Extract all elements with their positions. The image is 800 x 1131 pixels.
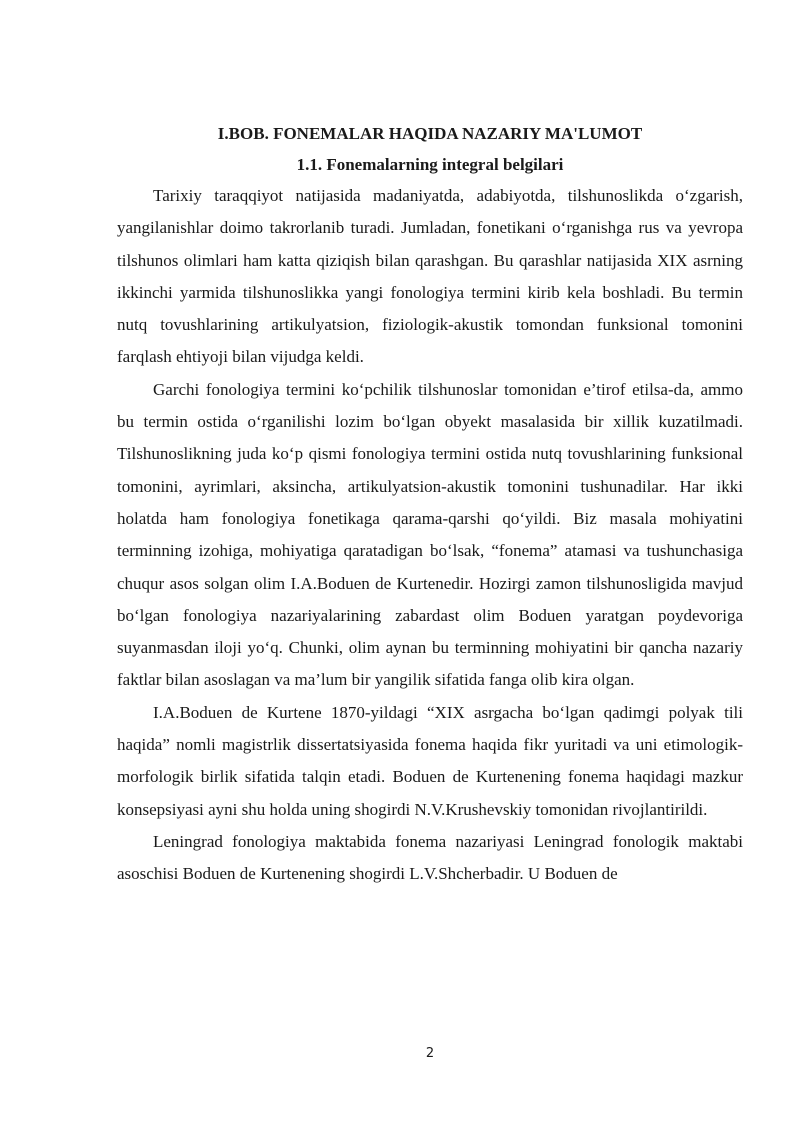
chapter-title: I.BOB. FONEMALAR HAQIDA NAZARIY MA'LUMOT <box>217 124 643 143</box>
section-title: 1.1. Fonemalarning integral belgilari <box>296 155 564 174</box>
page-number: 2 <box>425 1046 435 1061</box>
paragraph: I.A.Boduen de Kurtene 1870-yildagi “XIX asrgacha bo‘lgan qadimgi polyak tili haqida” nomli magistrlik dissertatsiyasida fonema haqida fikr yuritadi va uni etimologik-morfologik birlik sifatida talqin etadi. Boduen de Kurtenening fonema haqidagi mazkur konsepsiyasi ayni shu holda uning shogirdi N.V.Krushevskiy tomonidan rivojlantirildi. <box>117 702 743 819</box>
paragraph: Tarixiy taraqqiyot natijasida madaniyatda, adabiyotda, tilshunoslikda o‘zgarish, yangilanishlar doimo takrorlanib turadi. Jumladan, fonetikani o‘rganishga rus va yevropa tilshunos olimlari ham katta qiziqish bilan qarashgan. Bu qarashlar natijasida XIX asrning ikkinchi yarmida tilshunoslikka yangi fonologiya termini kirib kela boshladi. Bu termin nutq tovushlarining artikulyatsion, fiziologik-akustik tomondan funksional tomonini farqlash ehtiyoji bilan vijudga keldi. <box>117 186 743 367</box>
paragraph: Garchi fonologiya termini ko‘pchilik tilshunoslar tomonidan e’tirof etilsa-da, ammo bu termin ostida o‘rganilishi lozim bo‘lgan obyekt masalasida bir xillik kuzatilmadi. Tilshunoslikning juda ko‘p qismi fonologiya termini ostida nutq tovushlarining funksional tomonini, ayrimlari, aksincha, artikulyatsion-akustik tomonini tushunadilar. Har ikki holatda ham fonologiya fonetikaga qarama-qarshi qo‘yildi. Biz masala mohiyatini terminning izohiga, mohiyatiga qaratadigan bo‘lsak, “fonema” atamasi va tushunchasiga chuqur asos solgan olim I.A.Boduen de Kurtenedir. Hozirgi zamon tilshunosligida mavjud bo‘lgan fonologiya nazariyalarining zabardast olim Boduen yaratgan poydevoriga suyanmasdan iloji yo‘q. Chunki, olim aynan bu terminning mohiyatini bir qancha nazariy faktlar bilan asoslagan va ma’lum bir yangilik sifatida fanga olib kira olgan. <box>117 379 743 690</box>
page-content <box>117 118 743 891</box>
paragraph: Leningrad fonologiya maktabida fonema nazariyasi Leningrad fonologik maktabi asoschisi Boduen de Kurtenening shogirdi L.V.Shcherbadir. U Boduen de <box>117 831 743 884</box>
